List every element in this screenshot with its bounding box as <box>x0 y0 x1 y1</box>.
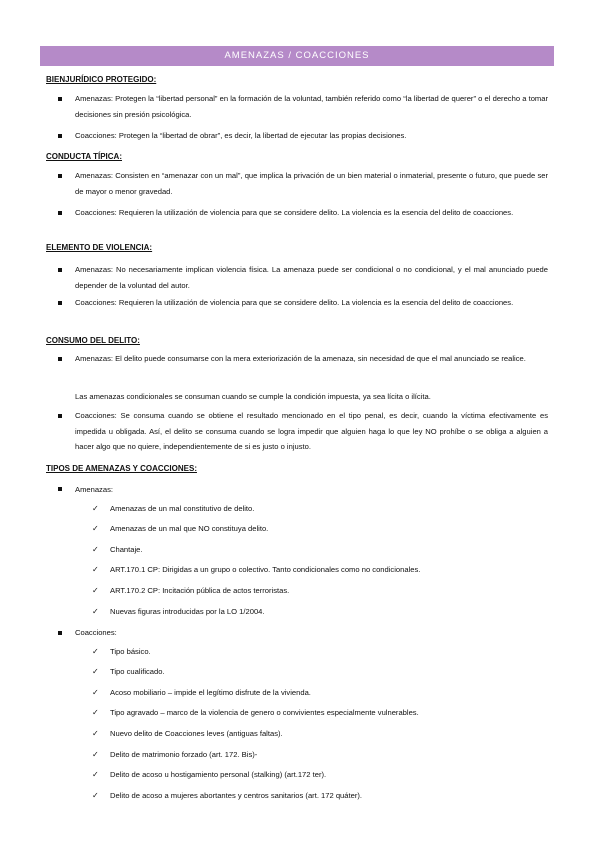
heading-bien-juridico: BIENJURÍDICO PROTEGIDO: <box>46 75 157 84</box>
violencia-amenazas-text: Amenazas: No necesariamente implican violencia física. La amenaza puede ser condicional o no condicional, y el mal anunciado puede depender de la voluntad del autor. <box>75 265 548 290</box>
checkmark-icon: ✓ <box>92 504 99 513</box>
square-bullet-icon <box>58 487 62 491</box>
tipo-coaccion-item: Tipo agravado – marco de la violencia de genero o convivientes especialmente vulnerables. <box>110 708 419 717</box>
tipo-coaccion-item: Delito de matrimonio forzado (art. 172. Bis)- <box>110 750 258 759</box>
square-bullet-icon <box>58 631 62 635</box>
heading-tipos: TIPOS DE AMENAZAS Y COACCIONES: <box>46 464 197 473</box>
square-bullet-icon <box>58 268 62 272</box>
consumo-nota-condicionales: Las amenazas condicionales se consuman cuando se cumple la condición impuesta, ya sea lícita o ilícita. <box>75 392 431 401</box>
tipo-amenaza-item: Amenazas de un mal constitutivo de delito. <box>110 504 255 513</box>
checkmark-icon: ✓ <box>92 750 99 759</box>
consumo-amenazas-text: Amenazas: El delito puede consumarse con la mera exteriorización de la amenaza, sin necesidad de que el mal anunciado se realice. <box>75 354 526 363</box>
tipos-amenazas-label: Amenazas: <box>75 485 113 494</box>
square-bullet-icon <box>58 357 62 361</box>
conducta-coacciones-text: Coacciones: Requieren la utilización de violencia para que se considere delito. La violencia es la esencia del delito de coacciones. <box>75 208 514 217</box>
checkmark-icon: ✓ <box>92 607 99 616</box>
square-bullet-icon <box>58 97 62 101</box>
square-bullet-icon <box>58 414 62 418</box>
checkmark-icon: ✓ <box>92 708 99 717</box>
checkmark-icon: ✓ <box>92 586 99 595</box>
checkmark-icon: ✓ <box>92 688 99 697</box>
checkmark-icon: ✓ <box>92 667 99 676</box>
bien-coacciones-text: Coacciones: Protegen la “libertad de obrar”, es decir, la libertad de ejecutar las propias decisiones. <box>75 131 407 140</box>
tipos-coacciones-label: Coacciones: <box>75 628 117 637</box>
bien-amenazas-text: Amenazas: Protegen la “libertad personal” en la formación de la voluntad, también referido como “la libertad de querer” o el derecho a tomar decisiones sin presión psicológica. <box>75 94 548 119</box>
tipo-coaccion-item: Delito de acoso u hostigamiento personal (stalking) (art.172 ter). <box>110 770 327 779</box>
tipo-coaccion-item: Delito de acoso a mujeres abortantes y centros sanitarios (art. 172 quáter). <box>110 791 362 800</box>
checkmark-icon: ✓ <box>92 770 99 779</box>
checkmark-icon: ✓ <box>92 791 99 800</box>
document-title: AMENAZAS / COACCIONES <box>40 46 554 66</box>
tipo-amenaza-item: Nuevas figuras introducidas por la LO 1/2004. <box>110 607 265 616</box>
tipo-amenaza-item: ART.170.2 CP: Incitación pública de actos terroristas. <box>110 586 290 595</box>
checkmark-icon: ✓ <box>92 565 99 574</box>
tipo-amenaza-item: Amenazas de un mal que NO constituya delito. <box>110 524 269 533</box>
violencia-coacciones-text: Coacciones: Requieren la utilización de violencia para que se considere delito. La violencia es la esencia del delito de coacciones. <box>75 298 514 307</box>
square-bullet-icon <box>58 134 62 138</box>
square-bullet-icon <box>58 301 62 305</box>
checkmark-icon: ✓ <box>92 545 99 554</box>
tipo-amenaza-item: Chantaje. <box>110 545 143 554</box>
heading-conducta-tipica: CONDUCTA TÍPICA: <box>46 152 122 161</box>
consumo-coacciones-text: Coacciones: Se consuma cuando se obtiene el resultado mencionado en el tipo penal, es decir, cuando la víctima efectivamente es impedida u obligada. Así, el delito se consuma cuando se logra impedir que alguien haga lo que ley NO prohíbe o se obliga a alguien a hacer algo que no quiere, independientemente de si es justo o injusto. <box>75 411 548 451</box>
tipo-coaccion-item: Nuevo delito de Coacciones leves (antiguas faltas). <box>110 729 283 738</box>
checkmark-icon: ✓ <box>92 729 99 738</box>
heading-elemento-violencia: ELEMENTO DE VIOLENCIA: <box>46 243 153 252</box>
conducta-amenazas-text: Amenazas: Consisten en “amenazar con un mal”, que implica la privación de un bien material o inmaterial, presente o futuro, que puede ser de mayor o menor gravedad. <box>75 171 548 196</box>
tipo-coaccion-item: Tipo básico. <box>110 647 151 656</box>
tipo-amenaza-item: ART.170.1 CP: Dirigidas a un grupo o colectivo. Tanto condicionales como no condicionales. <box>110 565 421 574</box>
tipo-coaccion-item: Tipo cualificado. <box>110 667 165 676</box>
tipo-coaccion-item: Acoso mobiliario – impide el legítimo disfrute de la vivienda. <box>110 688 311 697</box>
checkmark-icon: ✓ <box>92 647 99 656</box>
heading-consumo-delito: CONSUMO DEL DELITO: <box>46 336 140 345</box>
checkmark-icon: ✓ <box>92 524 99 533</box>
square-bullet-icon <box>58 211 62 215</box>
square-bullet-icon <box>58 174 62 178</box>
